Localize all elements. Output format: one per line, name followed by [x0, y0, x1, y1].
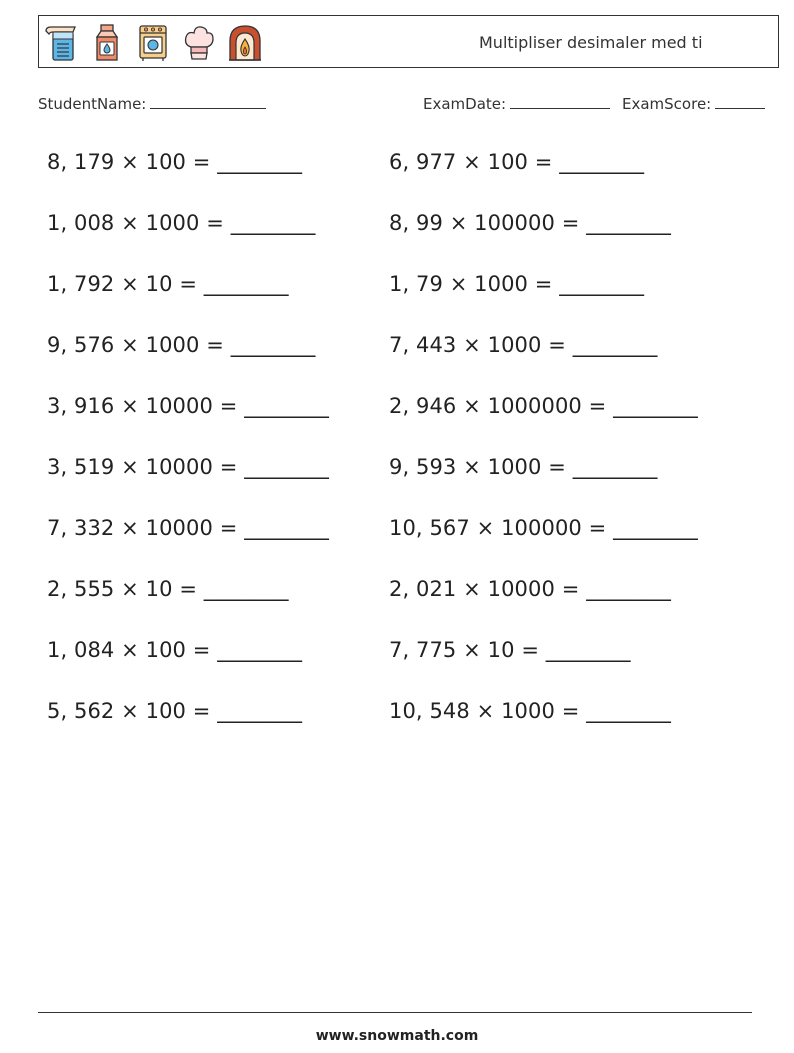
problem-7: 9, 576 × 1000 = ________ — [47, 333, 316, 357]
problem-9: 3, 916 × 10000 = ________ — [47, 394, 329, 418]
footer-divider — [38, 1012, 752, 1013]
oven-icon — [135, 23, 171, 63]
footer-url: www.snowmath.com — [315, 1028, 479, 1044]
problem-11: 3, 519 × 10000 = ________ — [47, 455, 329, 479]
problem-8: 7, 443 × 1000 = ________ — [389, 333, 658, 357]
worksheet-title: Multipliser desimaler med ti — [479, 33, 703, 52]
student-name-blank[interactable] — [150, 94, 266, 109]
exam-date-field — [423, 94, 610, 113]
problem-10: 2, 946 × 1000000 = ________ — [389, 394, 698, 418]
student-name-label: StudentName: — [38, 95, 147, 113]
problem-14: 10, 567 × 100000 = ________ — [389, 516, 698, 540]
problem-18: 7, 775 × 10 = ________ — [389, 638, 631, 662]
problem-20: 10, 548 × 1000 = ________ — [389, 699, 671, 723]
problem-13: 7, 332 × 10000 = ________ — [47, 516, 329, 540]
problem-2: 6, 977 × 100 = ________ — [389, 150, 645, 174]
problem-17: 1, 084 × 100 = ________ — [47, 638, 303, 662]
header-icons — [43, 23, 263, 63]
problem-19: 5, 562 × 100 = ________ — [47, 699, 303, 723]
measuring-jug-icon — [43, 23, 79, 63]
milk-carton-icon — [89, 23, 125, 63]
worksheet-header — [38, 15, 779, 68]
problem-1: 8, 179 × 100 = ________ — [47, 150, 303, 174]
problem-4: 8, 99 × 100000 = ________ — [389, 211, 671, 235]
problem-5: 1, 792 × 10 = ________ — [47, 272, 289, 296]
problem-16: 2, 021 × 10000 = ________ — [389, 577, 671, 601]
problem-12: 9, 593 × 1000 = ________ — [389, 455, 658, 479]
exam-score-label: ExamScore: — [622, 95, 712, 113]
problem-3: 1, 008 × 1000 = ________ — [47, 211, 316, 235]
problem-6: 1, 79 × 1000 = ________ — [389, 272, 645, 296]
fireplace-icon — [227, 23, 263, 63]
exam-date-label: ExamDate: — [423, 95, 507, 113]
exam-score-blank[interactable] — [715, 94, 765, 109]
exam-score-field — [622, 94, 765, 113]
exam-date-blank[interactable] — [510, 94, 610, 109]
chef-hat-icon — [181, 23, 217, 63]
problem-15: 2, 555 × 10 = ________ — [47, 577, 289, 601]
student-name-field — [38, 94, 266, 113]
